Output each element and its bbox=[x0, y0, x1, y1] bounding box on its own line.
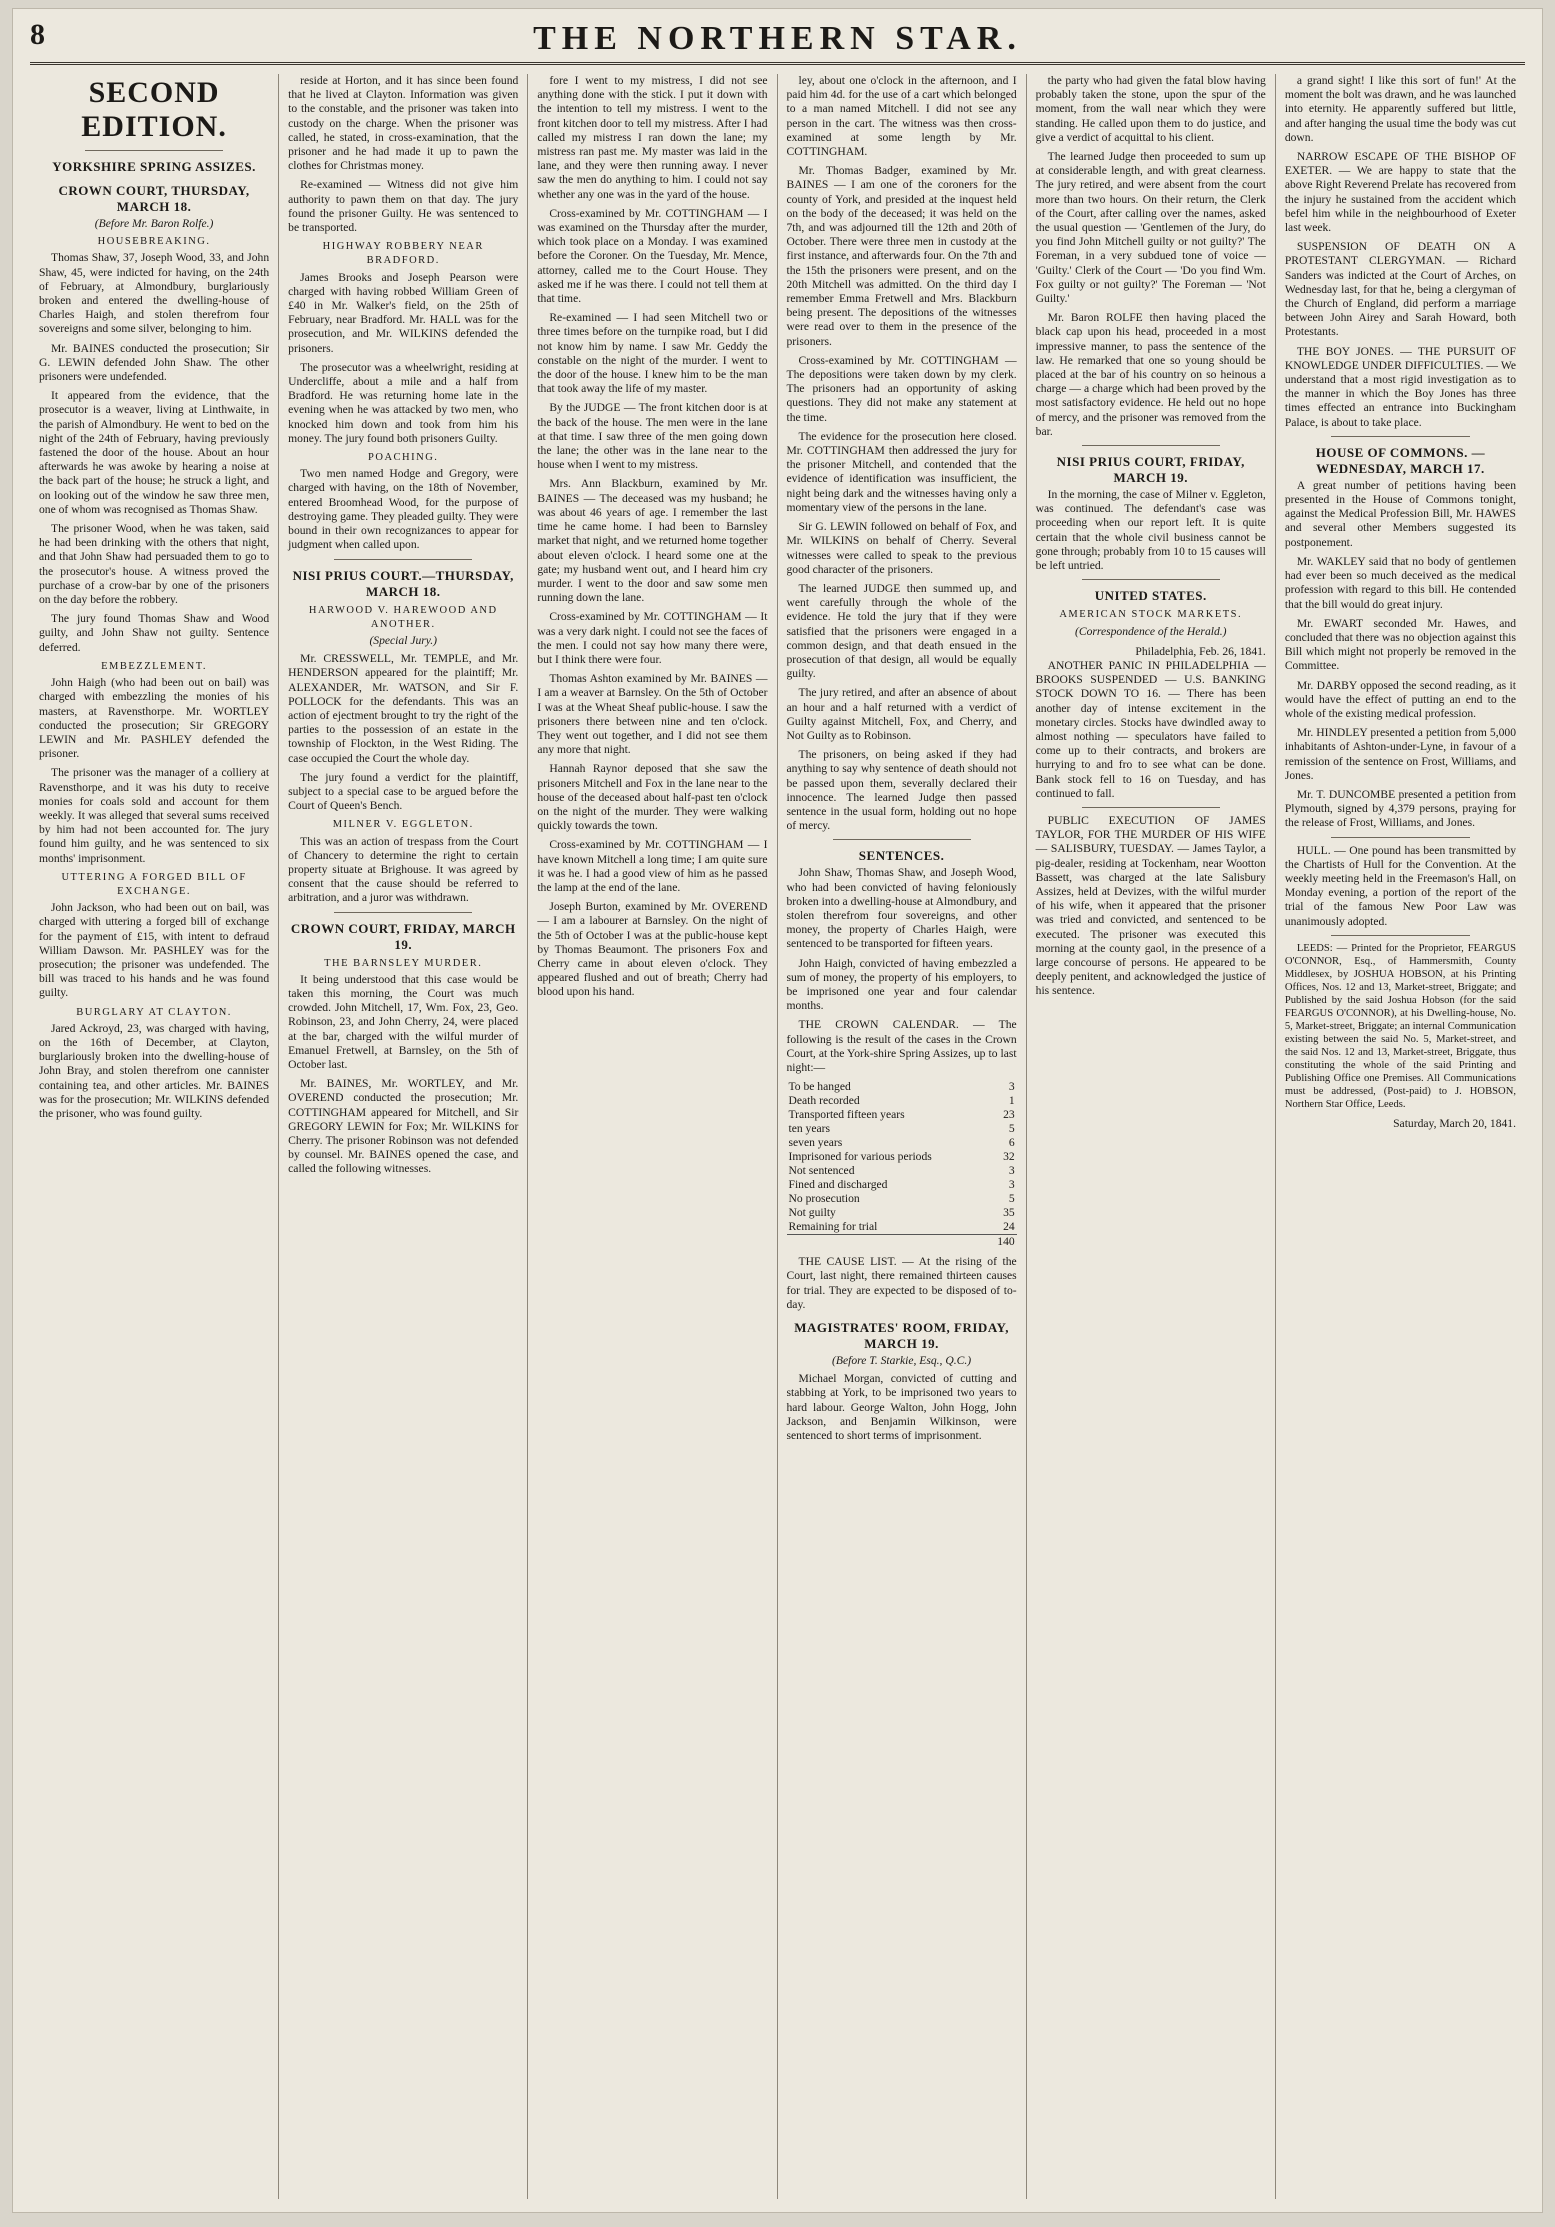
article-paragraph: By the JUDGE — The front kitchen door is at the back of the house. The men were in the lane at that time. I saw three of the men going down the lane; the other was in the lane near to the house when I went to my mistress. bbox=[537, 401, 768, 472]
case-heading: UTTERING A FORGED BILL OF EXCHANGE. bbox=[61, 871, 247, 897]
divider bbox=[85, 150, 223, 151]
article-paragraph: Two men named Hodge and Gregory, were charged with having, on the 18th of November, entered Broomhead Wood, for the purpose of destroying game. They pleaded guilty. They were bound in their own recognizances to appear for judgment when called upon. bbox=[288, 467, 519, 552]
calendar-count: 3 bbox=[1008, 1164, 1015, 1178]
divider bbox=[1082, 807, 1220, 808]
calendar-row bbox=[787, 1136, 1017, 1150]
article-paragraph: It appeared from the evidence, that the prosecutor is a weaver, living at Linthwaite, in the parish of Almondbury. He went to bed on the night of the 24th of February, having previously fastened the door of the house. About an hour afterwards he was awoke by hearing a noise at the back part of the house; he struck a light, and on looking out of the window he saw three men, one of whom was recognised as Thomas Shaw. bbox=[39, 389, 270, 516]
article-paragraph: James Brooks and Joseph Pearson were charged with having robbed William Green of £40 in Mr. Walker's field, on the 25th of February, near Bradford. Mr. HALL was for the prosecution, and Mr. WILKINS defended the prisoners. bbox=[288, 270, 519, 355]
divider bbox=[334, 912, 472, 913]
calendar-count: 5 bbox=[1008, 1192, 1015, 1206]
calendar-row bbox=[787, 1080, 1017, 1094]
newspaper-page bbox=[12, 8, 1543, 2213]
court-heading: NISI PRIUS COURT.—THURSDAY, MARCH 18. bbox=[292, 567, 514, 599]
case-heading: HOUSEBREAKING. bbox=[97, 236, 211, 248]
article-paragraph: A great number of petitions having been presented in the House of Commons tonight, against the Medical Profession Bill, Mr. HAWES and several other Members suggested its postponement. bbox=[1284, 478, 1516, 549]
article-paragraph: The jury found a verdict for the plaintiff, subject to a special case to be argued before the Court of Queen's Bench. bbox=[288, 770, 519, 813]
divider bbox=[1331, 935, 1470, 936]
commons-heading: HOUSE OF COMMONS. — WEDNESDAY, MARCH 17. bbox=[1315, 444, 1486, 476]
calendar-label: Fined and discharged bbox=[788, 1178, 888, 1192]
divider bbox=[334, 559, 472, 560]
calendar-row bbox=[787, 1164, 1017, 1178]
calendar-total: 140 bbox=[979, 1235, 1017, 1250]
calendar-count: 6 bbox=[1008, 1136, 1015, 1150]
case-heading: POACHING. bbox=[368, 452, 439, 464]
calendar-count: 3 bbox=[1008, 1178, 1015, 1192]
article-paragraph: Thomas Ashton examined by Mr. BAINES — I am a weaver at Barnsley. On the 5th of October I was at the Wheat Sheaf public-house. I saw the prisoners there between nine and ten o'clock. They went out together, and I did not see them any more that night. bbox=[537, 672, 768, 757]
case-heading: BURGLARY AT CLAYTON. bbox=[76, 1006, 232, 1018]
article-paragraph: Hannah Raynor deposed that she saw the prisoners Mitchell and Fox in the lane near to the house of the deceased about half-past ten o'clock on the night of the murder. They were walking quickly towards the town. bbox=[537, 762, 768, 833]
calendar-label: Imprisoned for various periods bbox=[788, 1150, 932, 1164]
calendar-label: Not guilty bbox=[788, 1206, 836, 1220]
calendar-label: Not sentenced bbox=[788, 1164, 855, 1178]
article-paragraph: ley, about one o'clock in the afternoon, and I paid him 4d. for the use of a cart which belonged to a man named Mitchell. I did not see any person in the cart. The witness was then cross-examined at some length by Mr. COTTINGHAM. bbox=[786, 74, 1017, 159]
article-paragraph: The prisoner Wood, when he was taken, said he had been drinking with the others that night, and that John Shaw had persuaded them to go to the prosecutor's house. A witness proved the purchase of a crow-bar by one of the prisoners on the day before the robbery. bbox=[39, 522, 270, 607]
article-paragraph: SUSPENSION OF DEATH ON A PROTESTANT CLERGYMAN. — Richard Sanders was indicted at the Court of Arches, on Wednesday last, for that he, being a clergyman of the Church of England, did perform a marriage between John Airey and Sarah Howard, both Protestants. bbox=[1284, 240, 1516, 339]
us-subheading: AMERICAN STOCK MARKETS. bbox=[1059, 609, 1243, 621]
us-source: (Correspondence of the Herald.) bbox=[1074, 624, 1227, 638]
calendar-count: 1 bbox=[1008, 1094, 1015, 1108]
article-paragraph: John Haigh (who had been out on bail) was charged with embezzling the monies of his masters, at Ravensthorpe. Mr. WORTLEY conducted the prosecution; Sir GREGORY LEWIN and Mr. PASHLEY defended the prisoner. bbox=[39, 676, 270, 761]
article-paragraph: Mr. EWART seconded Mr. Hawes, and concluded that there was no objection against this Bill which might not properly be removed in the Committee. bbox=[1284, 616, 1516, 673]
calendar-label: Transported fifteen years bbox=[788, 1108, 905, 1122]
article-paragraph: Mr. BAINES, Mr. WORTLEY, and Mr. OVEREND conducted the prosecution; Mr. COTTINGHAM appeared for Mitchell, and Sir GREGORY LEWIN for Fox; Mr. WILKINS for Cherry. The prisoner Robinson was not defended by counsel. Mr. BAINES opened the case, and called the following witnesses. bbox=[288, 1077, 519, 1176]
article-paragraph: John Haigh, convicted of having embezzled a sum of money, the property of his employers, to be imprisoned one year and four calendar months. bbox=[786, 956, 1017, 1013]
article-paragraph: Sir G. LEWIN followed on behalf of Fox, and Mr. WILKINS on behalf of Cherry. Several witnesses were called to speak to the previous good character of the prisoners. bbox=[786, 520, 1017, 576]
article-paragraph: Joseph Burton, examined by Mr. OVEREND — I am a labourer at Barnsley. On the night of the 5th of October I was at the public-house kept by Thomas Beaumont. The prisoners Fox and Cherry came in about eleven o'clock. They appeared flushed and out of breath; Cherry had blood upon his hand. bbox=[537, 900, 768, 999]
jury-line: (Special Jury.) bbox=[369, 633, 438, 647]
article-paragraph: The jury retired, and after an absence of about an hour and a half returned with a verdict of Guilty against Mitchell, Fox, and Cherry, and Not Guilty as to Robinson. bbox=[786, 686, 1017, 742]
calendar-row bbox=[787, 1220, 1017, 1235]
calendar-label: To be hanged bbox=[788, 1080, 851, 1094]
printer-imprint: LEEDS: — Printed for the Proprietor, FEARGUS O'CONNOR, Esq., of Hammersmith, County Middlesex, by JOSHUA HOBSON, at his Printing Offices, Nos. 12 and 13, Market-street, Briggate; and Published by the said Joshua Hobson (for the said FEARGUS O'CONNOR), at his Dwelling-house, No. 5, Market-street, Briggate; an internal Communication existing between the said No. 5, Market-street, and the said Nos. 12 and 13, Market-street, Briggate, thus constituting the whole of the said Printing and Publishing Office one Premises. All Communications must be addressed, (Post-paid) to J. HOBSON, Northern Star Office, Leeds. bbox=[1284, 942, 1516, 1110]
case-heading: HIGHWAY ROBBERY NEAR BRADFORD. bbox=[322, 241, 484, 267]
divider bbox=[1331, 436, 1470, 437]
calendar-label: No prosecution bbox=[788, 1192, 860, 1206]
court-heading: CROWN COURT, THURSDAY, MARCH 18. bbox=[58, 183, 250, 214]
article-paragraph: This was an action of trespass from the Court of Chancery to determine the right to certain property situate at Brighouse. It was agreed by consent that the cause should be referred to arbitration, and a juror was withdrawn. bbox=[288, 834, 519, 905]
magistrates-sub: (Before T. Starkie, Esq., Q.C.) bbox=[832, 1354, 972, 1368]
calendar-label: ten years bbox=[788, 1122, 831, 1136]
case-heading: THE BARNSLEY MURDER. bbox=[324, 957, 483, 969]
article-paragraph: Mr. DARBY opposed the second reading, as it would have the effect of putting an end to the whole of the existing medical profession. bbox=[1284, 678, 1516, 720]
article-paragraph: Re-examined — Witness did not give him authority to pawn them on that day. The jury found the prisoner Guilty. He was sentenced to be transported. bbox=[288, 178, 519, 235]
edition-heading: SECOND EDITION. bbox=[81, 76, 227, 143]
us-heading: UNITED STATES. bbox=[1094, 588, 1207, 604]
calendar-row bbox=[787, 1150, 1017, 1164]
divider bbox=[833, 839, 971, 840]
article-paragraph: Cross-examined by Mr. COTTINGHAM — The depositions were taken down by my clerk. The prisoners had an opportunity of asking questions. They did not make any statement at the time. bbox=[786, 353, 1017, 424]
calendar-count: 32 bbox=[1003, 1150, 1015, 1164]
magistrates-heading: MAGISTRATES' ROOM, FRIDAY, MARCH 19. bbox=[794, 1320, 1009, 1352]
article-paragraph: ANOTHER PANIC IN PHILADELPHIA — BROOKS SUSPENDED — U.S. BANKING STOCK DOWN TO 16. — There has been another day of intense excitement in the monetary circles. Stocks have dwindled away to almost nothing — speculators have failed to come up to their contracts, and brokers are hurrying to and fro to see what can be done. Bank stock fell to 16 on Tuesday, and has continued to fall. bbox=[1035, 658, 1266, 800]
article-paragraph: John Shaw, Thomas Shaw, and Joseph Wood, who had been convicted of having feloniously broken into a dwelling-house at Almondbury, and stolen therefrom four sovereigns, and other money, the property of Charles Haigh, were sentenced to be transported for fifteen years. bbox=[786, 866, 1017, 951]
calendar-label: Death recorded bbox=[788, 1094, 860, 1108]
article-paragraph: The prosecutor was a wheelwright, residing at Undercliffe, about a mile and a half from Bradford. He was returning home late in the evening when he was attacked by two men, who knocked him down and took from him his money. The jury found both prisoners Guilty. bbox=[288, 360, 519, 445]
section-heading: YORKSHIRE SPRING ASSIZES. bbox=[52, 159, 256, 174]
sentences-heading: SENTENCES. bbox=[858, 848, 945, 864]
article-paragraph: Jared Ackroyd, 23, was charged with having, on the 16th of December, at Clayton, burglariously broken into the dwelling-house of John Bray, and stolen therefrom one cannister containing tea, and other articles. Mr. BAINES was for the prosecution; Mr. WILKINS defended the prisoner, who was found guilty. bbox=[39, 1021, 270, 1120]
article-paragraph: NARROW ESCAPE OF THE BISHOP OF EXETER. — We are happy to state that the above Right Reverend Prelate has recovered from the injury he sustained from the accident which befel him while in the neighbourhood of Exeter last week. bbox=[1284, 150, 1516, 235]
calendar-count: 5 bbox=[1008, 1122, 1015, 1136]
article-paragraph: Cross-examined by Mr. COTTINGHAM — I was examined on the Thursday after the murder, which took place on a Monday. I was examined before the Coroner. On the Tuesday, Mr. Mence, attorney, called me to the Court House. They asked me if he was there. I could not tell them at that time. bbox=[537, 206, 768, 306]
article-paragraph: Thomas Shaw, 37, Joseph Wood, 33, and John Shaw, 45, were indicted for having, on the 24th of February, at Almondbury, burglariously broken and entered the dwelling-house of Charles Haigh, and stolen therefrom four sovereigns and some silver, belonging to him. bbox=[39, 251, 270, 336]
article-paragraph: Cross-examined by Mr. COTTINGHAM — I have known Mitchell a long time; I am quite sure it was he. I had a good view of him as he passed the lamp at the end of the lane. bbox=[537, 838, 768, 894]
article-paragraph: The learned JUDGE then summed up, and went carefully through the whole of the evidence. He told the jury that if they were satisfied that the prisoners were engaged in a common design, and that death ensued in the prosecution of that design, all would be equally guilty. bbox=[786, 581, 1017, 681]
calendar-label: seven years bbox=[788, 1136, 843, 1150]
us-dateline: Philadelphia, Feb. 26, 1841. bbox=[1135, 644, 1266, 658]
article-paragraph: Cross-examined by Mr. COTTINGHAM — It was a very dark night. I could not see the faces of the men. I could not say how many there were, but I think there were four. bbox=[537, 610, 768, 666]
article-paragraph: a grand sight! I like this sort of fun!' At the moment the bolt was drawn, and he was launched into eternity. He apparently suffered but little, and after hanging the usual time the body was cut down. bbox=[1284, 74, 1516, 144]
calendar-count: 23 bbox=[1003, 1108, 1015, 1122]
article-paragraph: In the morning, the case of Milner v. Eggleton, was continued. The defendant's case was proceeding when our report left. It is quite certain that the whole civil business cannot be gone through; probably from 10 to 15 causes will be left untried. bbox=[1035, 488, 1266, 573]
article-paragraph: The prisoners, on being asked if they had anything to say why sentence of death should not be passed upon them, severally declared their innocence. The learned Judge then passed sentence in the usual form, holding out no hope of mercy. bbox=[786, 748, 1017, 833]
article-paragraph: It being understood that this case would be taken this morning, the Court was much crowded. John Mitchell, 17, Wm. Fox, 23, Geo. Robinson, 23, and John Cherry, 24, were placed at the bar, charged with the wilful murder of Emanuel Fretwell, at Barnsley, on the 5th of October last. bbox=[288, 972, 519, 1071]
court-heading: CROWN COURT, FRIDAY, MARCH 19. bbox=[290, 920, 516, 952]
article-paragraph: Re-examined — I had seen Mitchell two or three times before on the turnpike road, but I did not know him by name. I saw Mr. Geddy the constable on the night of the murder. I went to the door of the house. I knew him to be the man that took away the life of my master. bbox=[537, 311, 768, 396]
court-heading: NISI PRIUS COURT, FRIDAY, MARCH 19. bbox=[1056, 454, 1245, 486]
article-paragraph: Michael Morgan, convicted of cutting and stabbing at York, to be imprisoned two years to hard labour. George Walton, John Hogg, John Jackson, and Benjamin Wilkinson, were sentenced to short terms of imprisonment. bbox=[786, 1372, 1017, 1443]
calendar-row bbox=[787, 1094, 1017, 1108]
calendar-row bbox=[787, 1108, 1017, 1122]
article-paragraph: The jury found Thomas Shaw and Wood guilty, and John Shaw not guilty. Sentence deferred. bbox=[39, 612, 270, 654]
article-paragraph: The learned Judge then proceeded to sum up at considerable length, and with great clearness. The jury retired, and were absent from the court more than two hours. On their return, the Clerk of the Court, after calling over the names, asked the usual question — 'Gentlemen of the Jury, do you find John Mitchell guilty or not guilty?' The Foreman, in a very subdued tone of voice — 'Guilty.' Clerk of the Court — 'Do you find Wm. Fox guilty or not guilty?' The Foreman — 'Not Guilty.' bbox=[1035, 150, 1266, 306]
case-heading: MILNER V. EGGLETON. bbox=[332, 819, 474, 831]
issue-date: Saturday, March 20, 1841. bbox=[1393, 1116, 1516, 1130]
judge-line: (Before Mr. Baron Rolfe.) bbox=[94, 217, 214, 230]
columns bbox=[30, 74, 1525, 2199]
calendar-row bbox=[787, 1192, 1017, 1206]
article-paragraph: Mr. WAKLEY said that no body of gentlemen had ever been so much deceived as the medical profession with regard to this bill. He contended that the bill would do great injury. bbox=[1284, 554, 1516, 611]
article-paragraph: Mr. Baron ROLFE then having placed the black cap upon his head, proceeded in a most impressive manner, to pass the sentence of the law. He remarked that one so young should be placed at the bar of his country on so heinous a charge — a charge which had been proved by the most satisfactory evidence. He held out no hope of mercy, and the prisoner was removed from the bar. bbox=[1035, 311, 1266, 438]
article-paragraph: fore I went to my mistress, I did not see anything done with the stick. I put it down with the intention to tell my mistress. I went to the front kitchen door to tell my mistress. After I had called my mistress I ran down the lane; my mistress ran past me. My master was laid in the lane, and they were then running away. I never saw the men do anything to him. I could not say whether any one was in the yard of the house. bbox=[537, 74, 768, 201]
calendar-count: 24 bbox=[1003, 1220, 1015, 1234]
calendar-intro: THE CROWN CALENDAR. — The following is the result of the cases in the Crown Court, at the York-shire Spring Assizes, up to last night:— bbox=[786, 1018, 1017, 1074]
article-paragraph: THE BOY JONES. — THE PURSUIT OF KNOWLEDGE UNDER DIFFICULTIES. — We understand that a most rigid investigation as to the manner in which the Boy Jones has three times effected an entrance into Buckingham Palace, is about to take place. bbox=[1284, 344, 1516, 429]
article-paragraph: the party who had given the fatal blow having probably taken the stone, upon the spur of the moment, from the wall near which they were standing. He called upon them to do justice, and give a verdict of acquittal to his client. bbox=[1035, 74, 1266, 144]
divider bbox=[1082, 579, 1220, 580]
masthead bbox=[30, 16, 1525, 65]
article-paragraph: Mr. CRESSWELL, Mr. TEMPLE, and Mr. HENDERSON appeared for the plaintiff; Mr. ALEXANDER, Mr. WATSON, and Sir F. POLLOCK for the defendants. This was an action of ejectment brought to try the right of the parties to the possession of an estate in the township of Flockton, in the West Riding. The case occupied the Court the whole day. bbox=[288, 652, 519, 765]
case-heading: HARWOOD V. HAREWOOD AND ANOTHER. bbox=[308, 604, 498, 630]
divider bbox=[1331, 837, 1470, 838]
page-number: 8 bbox=[30, 18, 45, 51]
article-paragraph: Mr. BAINES conducted the prosecution; Sir G. LEWIN defended John Shaw. The other prisoners were undefended. bbox=[39, 341, 270, 384]
calendar-label: Remaining for trial bbox=[788, 1220, 878, 1234]
column-1 bbox=[30, 74, 279, 2199]
paper-title: THE NORTHERN STAR. bbox=[533, 20, 1022, 57]
divider bbox=[1082, 445, 1220, 446]
article-paragraph: HULL. — One pound has been transmitted by the Chartists of Hull for the Convention. At the weekly meeting held in the Freemason's Hall, on Monday evening, a portion of the report of the trial of the famous New Poor Law was unanimously adopted. bbox=[1284, 843, 1516, 928]
calendar-count: 3 bbox=[1008, 1080, 1015, 1094]
article-paragraph: PUBLIC EXECUTION OF JAMES TAYLOR, FOR THE MURDER OF HIS WIFE — SALISBURY, TUESDAY. — James Taylor, a pig-dealer, residing at Tockenham, near Wootton Bassett, was charged at the late Salisbury Assizes, held at Devizes, with the wilful murder of his wife, when it appeared that the prisoner was tried and convicted, and sentenced to be executed. The prisoner was executed this morning at the county gaol, in the presence of a large concourse of persons. He appeared to be deeply penitent, and acknowledged the justice of his sentence. bbox=[1035, 813, 1266, 998]
article-paragraph: Mr. HINDLEY presented a petition from 5,000 inhabitants of Ashton-under-Lyne, in favour of a remission of the sentence on Frost, Williams, and Jones. bbox=[1284, 726, 1516, 782]
article-paragraph: The evidence for the prosecution here closed. Mr. COTTINGHAM then addressed the jury for the prisoner Mitchell, and contended that the evidence of identification was insufficient, the night being dark and the witnesses having only a momentary view of the persons in the lane. bbox=[786, 429, 1017, 514]
column-3 bbox=[528, 74, 777, 2199]
article-paragraph: John Jackson, who had been out on bail, was charged with uttering a forged bill of exchange for the payment of £15, with intent to defraud William Dawson. Mr. PASHLEY was for the prosecution; the prisoner was undefended. The bill was traced to his hands and he was found guilty. bbox=[39, 901, 270, 1000]
article-paragraph: Mr. T. DUNCOMBE presented a petition from Plymouth, signed by 4,379 persons, praying for the release of Frost, Williams, and Jones. bbox=[1284, 787, 1516, 830]
calendar-row bbox=[787, 1122, 1017, 1136]
article-paragraph: Mrs. Ann Blackburn, examined by Mr. BAINES — The deceased was my husband; he was about 46 years of age. I remember the last time he came home. I had been to Barnsley market that night, and we returned home together about eleven o'clock. I heard some one at the gate; my husband went out, and I heard him cry murder. I went to the door and saw some men running down the lane. bbox=[537, 477, 768, 605]
column-4 bbox=[778, 74, 1027, 2199]
article-paragraph: The prisoner was the manager of a colliery at Ravensthorpe, and it was his duty to receive monies for coals sold and account for them weekly. It was alleged that several sums received by him had not been accounted for. The jury found him guilty, and he was sentenced to six months' imprisonment. bbox=[39, 766, 270, 865]
column-5 bbox=[1027, 74, 1276, 2199]
calendar-row bbox=[787, 1206, 1017, 1220]
calendar-count: 35 bbox=[1003, 1206, 1015, 1220]
case-heading: EMBEZZLEMENT. bbox=[101, 660, 208, 672]
calendar-total-row bbox=[787, 1235, 1017, 1250]
article-paragraph: Mr. Thomas Badger, examined by Mr. BAINES — I am one of the coroners for the county of York, and presided at the inquest held on the body of the deceased; it was held on the 7th, and was adjourned till the 12th and 20th of October. There were three men in custody at the first instance, and afterwards four. On the 7th and the 15th the prisoners were present, and on the 20th Mitchell was admitted. On the third day I remember Emma Fretwell and Mrs. Blackburn being present. The depositions of the witnesses were read over to them in the presence of the prisoners. bbox=[786, 164, 1017, 348]
article-paragraph: reside at Horton, and it has since been found that he lived at Clayton. Information was given to the constable, and the prisoner was taken into custody on the charge. When the prisoner was called, he stated, in cross-examination, that the prisoner and he had made it up to pawn the clothes for Christmas money. bbox=[288, 74, 519, 173]
crown-calendar-table bbox=[787, 1080, 1017, 1249]
column-6 bbox=[1276, 74, 1525, 2199]
article-paragraph: THE CAUSE LIST. — At the rising of the Court, last night, there remained thirteen causes for trial. They are expected to be disposed of to-day. bbox=[786, 1255, 1017, 1311]
calendar-row bbox=[787, 1178, 1017, 1192]
column-2 bbox=[279, 74, 528, 2199]
